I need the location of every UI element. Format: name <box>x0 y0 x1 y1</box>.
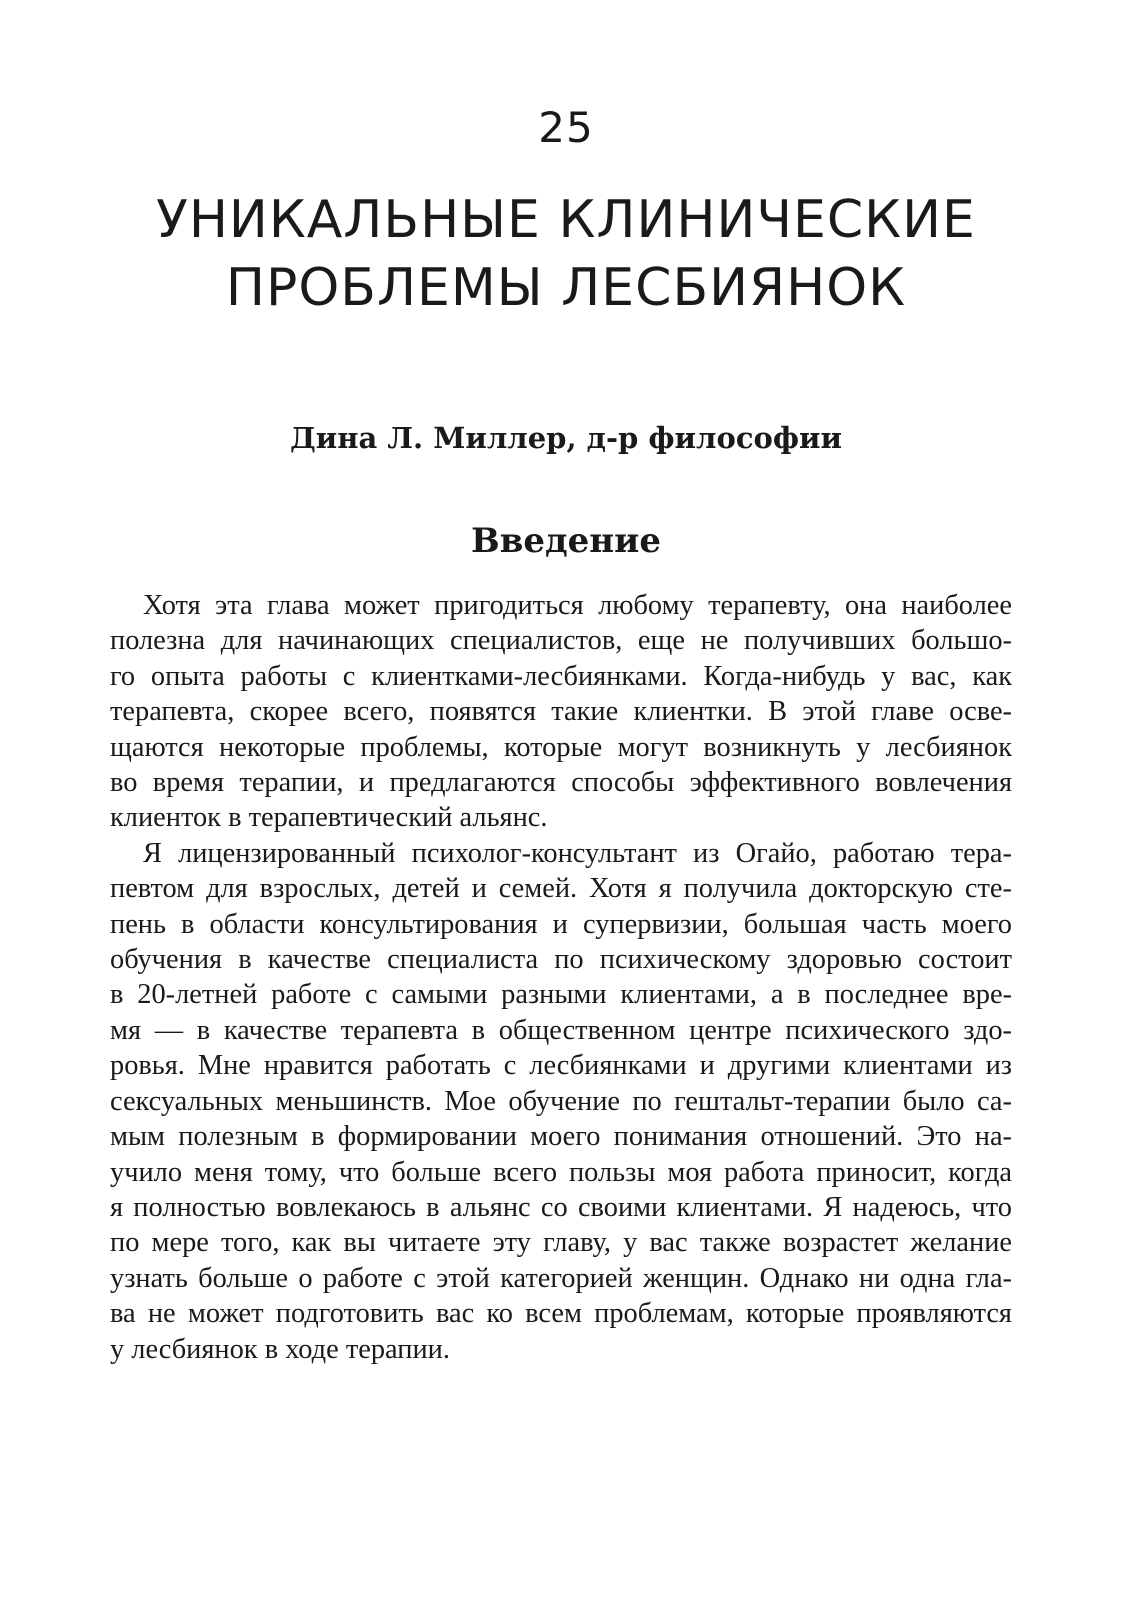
text-line: Хотя эта глава может пригодиться любому терапевту, она наиболее <box>143 590 1012 621</box>
text-line: во время терапии, и предлагаются способы эффективного вовлечения <box>110 767 1012 799</box>
body-text <box>110 588 1012 1367</box>
text-line: Я лицензированный психолог-консультант из Огайо, работаю тера- <box>143 837 1012 869</box>
text-line: узнать больше о работе с этой категорией женщин. Однако ни одна гла- <box>110 1262 1012 1294</box>
text-line: го опыта работы с клиентками-лесбиянками. Когда-нибудь у вас, как <box>110 660 1012 692</box>
text-line: учило меня тому, что больше всего пользы моя работа приносит, когда <box>110 1156 1012 1188</box>
text-line: щаются некоторые проблемы, которые могут возникнуть у лесбиянок <box>110 731 1012 763</box>
chapter-title-line: УНИКАЛЬНЫЕ КЛИНИЧЕСКИЕ <box>156 190 976 250</box>
paragraph <box>110 836 1012 1367</box>
text-line: полезна для начинающих специалистов, еще не получивших большо- <box>110 625 1012 657</box>
text-line: пень в области консультирования и супервизии, большая часть моего <box>110 908 1012 940</box>
chapter-title <box>60 186 1072 322</box>
text-line: певтом для взрослых, детей и семей. Хотя я получила докторскую сте- <box>110 873 1012 905</box>
section-heading: Введение <box>470 521 662 561</box>
text-line: терапевта, скорее всего, появятся такие клиентки. В этой главе осве- <box>110 696 1012 728</box>
text-line: по мере того, как вы читаете эту главу, у вас также возрастет желание <box>110 1227 1012 1259</box>
chapter-number: 25 <box>538 103 594 152</box>
text-line: я полностью вовлекаюсь в альянс со своими клиентами. Я надеюсь, что <box>110 1191 1012 1223</box>
paragraph <box>110 588 1012 836</box>
text-line: сексуальных меньшинств. Мое обучение по гештальт-терапии было са- <box>110 1085 1012 1117</box>
text-line: обучения в качестве специалиста по психическому здоровью состоит <box>110 944 1012 976</box>
text-line: ва не может подготовить вас ко всем проблемам, которые проявляются <box>110 1298 1012 1330</box>
chapter-title-line: ПРОБЛЕМЫ ЛЕСБИЯНОК <box>225 258 907 318</box>
author-name: Дина Л. Миллер, д-р философии <box>289 421 843 455</box>
text-line: в 20-летней работе с самыми разными клиентами, а в последнее вре- <box>110 979 1012 1011</box>
text-line: мя — в качестве терапевта в общественном центре психического здо- <box>110 1014 1012 1046</box>
text-line: мым полезным в формировании моего понимания отношений. Это на- <box>110 1121 1012 1153</box>
text-line: клиенток в терапевтический альянс. <box>110 802 548 834</box>
text-line: ровья. Мне нравится работать с лесбиянками и другими клиентами из <box>110 1050 1012 1082</box>
text-line: у лесбиянок в ходе терапии. <box>110 1333 450 1365</box>
